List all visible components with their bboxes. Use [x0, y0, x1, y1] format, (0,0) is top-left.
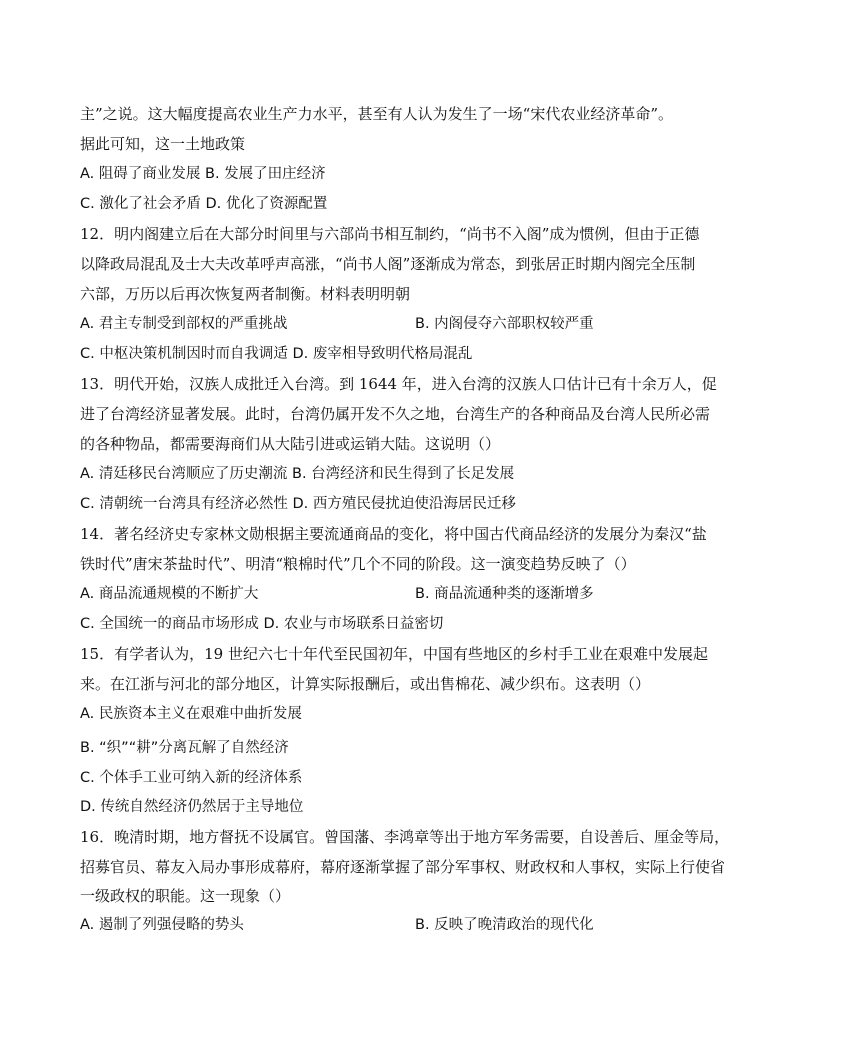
question-13-line-3: 的各种物品，都需要海商们从大陆引进或运销大陆。这说明（）: [80, 435, 501, 453]
question-12-line-2: 以降政局混乱及士大夫改革呼声高涨，“尚书人阁”逐渐成为常态，到张居正时期内阁完全压制: [80, 255, 696, 273]
question-15-option-d: D. 传统自然经济仍然居于主导地位: [80, 799, 304, 815]
question-15-option-c: C. 个体手工业可纳入新的经济体系: [80, 770, 303, 786]
question-12-line-1: 12．明内阁建立后在大部分时间里与六部尚书相互制约，“尚书不入阁”成为惯例，但由于正德: [80, 225, 700, 243]
question-15-line-2: 来。在江浙与河北的部分地区，计算实际报酬后，或出售棉花、减少织布。这表明（）: [80, 675, 651, 693]
question-13-line-2: 进了台湾经济显著发展。此时，台湾仍属开发不久之地，台湾生产的各种商品及台湾人民所必需: [80, 405, 711, 423]
question-12-line-3: 六部，万历以后再次恢复两者制衡。材料表明明朝: [80, 285, 411, 303]
option-ab: A. 阻碍了商业发展 B. 发展了田庄经济: [80, 166, 326, 182]
question-14-option-cd: C. 全国统一的商品市场形成 D. 农业与市场联系日益密切: [80, 616, 444, 632]
question-14-line-1: 14．著名经济史专家林文勋根据主要流通商品的变化，将中国古代商品经济的发展分为秦汉“盐: [80, 525, 707, 543]
question-16-option-a: A. 遏制了列强侵略的势头: [80, 917, 244, 933]
question-13-option-cd: C. 清朝统一台湾具有经济必然性 D. 西方殖民侵扰迫使沿海居民迁移: [80, 496, 516, 512]
question-16-option-b: B. 反映了晚清政治的现代化: [415, 917, 594, 933]
question-16-line-3: 一级政权的职能。这一现象（）: [80, 887, 291, 905]
question-13-line-1: 13．明代开始，汉族人成批迁入台湾。到 1644 年，进入台湾的汉族人口估计已有十余万人，促: [80, 375, 717, 393]
passage-line: 主”之说。这大幅度提高农业生产力水平，甚至有人认为发生了一场“宋代农业经济革命”。: [80, 105, 674, 123]
question-15-option-a: A. 民族资本主义在艰难中曲折发展: [80, 706, 302, 722]
question-15-option-b: B. “织”“耕”分离瓦解了自然经济: [80, 740, 289, 756]
question-14-option-b: B. 商品流通种类的逐渐增多: [415, 586, 594, 602]
question-stem: 据此可知，这一土地政策: [80, 135, 246, 153]
question-14-option-a: A. 商品流通规模的不断扩大: [80, 586, 259, 602]
question-15-line-1: 15．有学者认为，19 世纪六七十年代至民国初年，中国有些地区的乡村手工业在艰难中发展起: [80, 645, 708, 663]
question-12-option-b: B. 内阁侵夺六部职权较严重: [415, 316, 594, 332]
question-16-line-1: 16．晚清时期，地方督抚不设属官。曾国藩、李鸿章等出于地方军务需要，自设善后、厘金等局，: [80, 828, 730, 846]
question-14-line-2: 铁时代”唐宋茶盐时代”、明清“粮棉时代”几个不同的阶段。这一演变趋势反映了（）: [80, 555, 636, 573]
question-13-option-ab: A. 清廷移民台湾顺应了历史潮流 B. 台湾经济和民生得到了长足发展: [80, 466, 515, 482]
question-16-line-2: 招募官员、幕友入局办事形成幕府，幕府逐渐掌握了部分军事权、财政权和人事权，实际上行使省: [80, 858, 726, 876]
option-cd: C. 激化了社会矛盾 D. 优化了资源配置: [80, 196, 328, 212]
question-12-option-a: A. 君主专制受到部权的严重挑战: [80, 316, 288, 332]
question-12-option-cd: C. 中枢决策机制因时而自我调适 D. 废宰相导致明代格局混乱: [80, 346, 473, 362]
